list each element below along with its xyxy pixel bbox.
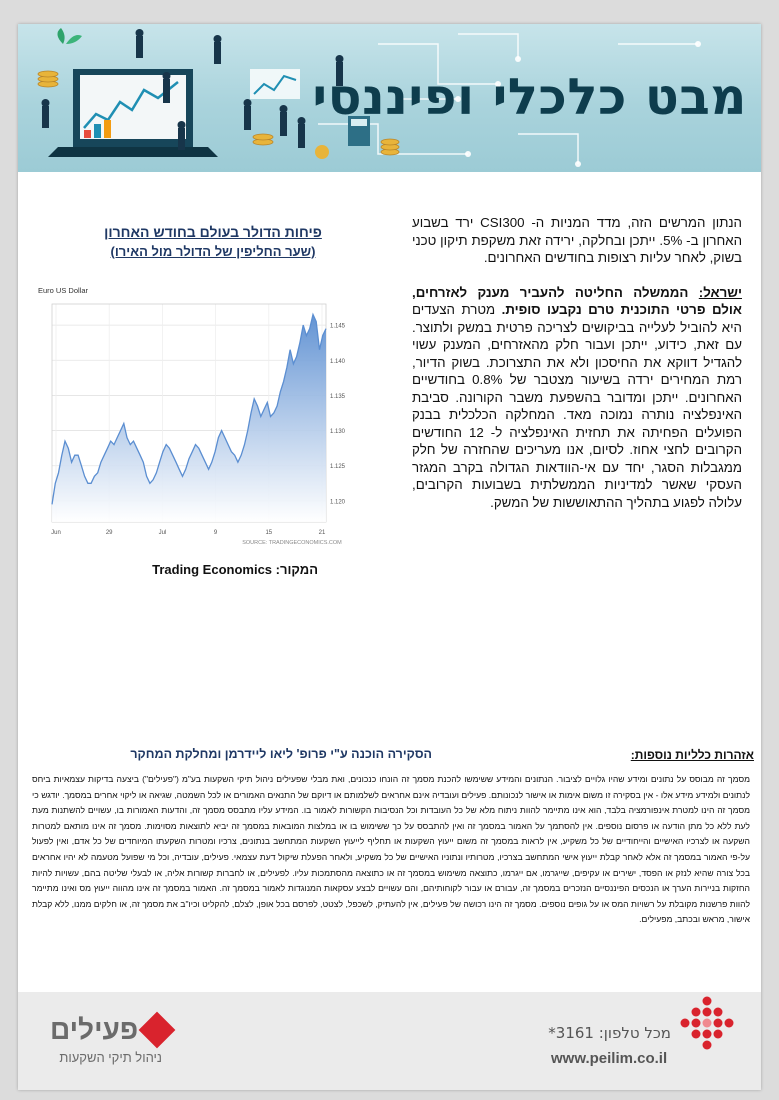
chart-section-subtitle: (שער החליפין של הדולר מול האירו) — [110, 244, 316, 259]
disclaimer-body: מסמך זה מבוסס על נתונים ומידע שהיו גלויים לציבור. הנתונים והמידע ששימשו להכנת מסמך זה הונחו כנכונים, ואת מבלי שפעילים ניהול תיקי השקעות בע"מ ("פעילים") ביצעה בדיקות עצמאיות ביחס לנתונים ולמידע מידע אלו - אין בסקירה זו משום אימות או אישור לנכונותם. פעילים ועובדיה אינם אחראים לשלמותם או דיוקם של התנאים האמורים או לכל השמטה, שגיאה או ליקוי אחרים במסמך. יודגש כי מסמך זה הינו למטרת אינפורמציה בלבד, הוא אינו מתיימר להוות ניתוח מלא של כל העובדות וכל הנסיבות הקשורות לאמור בו. המידע עליו מתבסס מסמך זה, והדעות האמורות בו, עשויים להשתנות מעת לעת ללא כל מתן הודעה או פרסום נוספים. אין להסתמך על האמור במסמך זה ואין להתבסס על כך ששימוש בו או במלצות המובאות במסמך זה יביא לתוצאות מסוימות. מסמך זה אינו מותאם למטרות השקעה או לצרכיו האישיים והייחודיים של כל משקיע, אין לראות במסמך זה משום ייעוץ השקעות או תחליף לייעוץ השקעות המתחשב בנתונים, צרכיו ומטרות השקעתו המיוחדים של כל אדם, ואין לפעול על-פי האמור במסמך זה אלא לאחר קבלת ייעוץ אישי המתחשב בצרכיו, מטרותיו ונתוניו האישיים של כל משקיע, ולאחר הפעלת שיקול דעת עצמאי. פעילים, עובדיה, וכל מי שפועל מטעמה לא יהיו אחראים בכל צורה שהיא לנזק או הפסד, ישירים או עקיפים, שייגרמו, אם ייגרמו, כתוצאה משימוש במסמך זה או כתוצאה מהסתמכות עליו. לפעילים, או לחברות קשורות אליה, או לבעלי שליטה בהם, עשויות להיות החזקות בניירות הערך או הנכסים הפיננסיים הנזכרים במסמך זה, עבורם או עבור לקוחותיהם, והם עשויים לבצע עסקאות המנוגדות לאמור במסמך זה. האמור במסמך זה אינו מהווה ייעוץ מס ואינו מתיימר להוות פרשנות מקובלת על רשויות המס או על גופים נוספים. מסמך זה הינו רכושה של פעילים, אין להעתיק, לשכפל, לצטט, לפרסם בכל אופן, לצלם, להקליט וכיו"ב את מסמך זה, או חלקים ממנו, ללא קבלת אישור, מראש ובכתב, מפעילים. — [32, 774, 750, 925]
chart-title: Euro US Dollar — [38, 286, 89, 295]
x-tick-label: 21 — [318, 530, 326, 536]
y-tick-label: 1.135 — [330, 393, 346, 400]
eurusd-chart — [34, 282, 356, 552]
y-tick-label: 1.120 — [330, 499, 346, 506]
article-paragraph-2 — [412, 284, 742, 512]
y-tick-label: 1.125 — [330, 464, 346, 471]
document-page — [18, 24, 761, 1090]
x-tick-label: 9 — [213, 530, 218, 536]
chart-section-title: פיחות הדולר בעולם בחודש האחרון — [104, 224, 322, 240]
chart-x-ticks — [51, 530, 326, 536]
page-title: מבט כלכלי ופיננסי — [312, 68, 747, 126]
chart-source-note: SOURCE: TRADINGECONOMICS.COM — [242, 540, 342, 546]
chart-canvas — [34, 282, 356, 552]
article-headline: הממשלה החליטה להעביר מענק לאזרחים, אולם פרטי התוכנית טרם נקבעו סופית. — [412, 284, 742, 317]
peilim-logo-icon — [139, 1012, 176, 1049]
disclaimer-author: הסקירה הוכנה ע"י פרופ' ליאו ליידרמן ומחלקת המחקר — [130, 747, 432, 761]
article-text — [412, 214, 742, 528]
y-tick-label: 1.145 — [330, 323, 346, 330]
footer — [18, 992, 761, 1090]
chart-source — [118, 562, 318, 577]
x-tick-label: Jun — [51, 530, 61, 536]
chart-area-fill — [52, 315, 326, 523]
x-tick-label: 15 — [265, 530, 273, 536]
footer-logo-name: פעילים — [50, 1014, 139, 1045]
source-value: Trading Economics — [152, 562, 273, 577]
footer-website-link[interactable]: www.peilim.co.il — [551, 1050, 668, 1067]
chart-y-ticks — [330, 324, 346, 506]
x-tick-label: 29 — [105, 530, 113, 536]
article-body: מטרת הצעדים היא להוביל לעלייה בביקושים לצריכה פרטית במשק ולתוצר. עם זאת, כידוע, ייתכן ועבור חלק מהאזרחים, המענק עשוי להגדיל דווקא את החיסכון ולא את התצרוכת. בשוק הדיור, רמת המחירים ירדה בשיעור מצטבר של 0.8% בחודשיים האחרונים. ייתכן ומדובר בהשפעת משבר הקורונה. סביבת האינפלציה נותרה נמוכה מאד. המחלקה הכלכלית בבנק הפועלים הפחיתה את תחזית האינפלציה ל- 12 החודשים הקרובים לחצי אחוז. לסיום, אנו מעריכים שהחזרה של חלק ממגבלות הסגר, יחד עם אי-הוודאות הגדולה בקרב המגזר העסקי שאשר למדיניות הממשלתית בשבועות הקרובים, עלולה לפגוע בתהליך ההתאוששות של המשק. — [412, 302, 742, 510]
y-tick-label: 1.140 — [330, 358, 346, 365]
x-tick-label: Jul — [158, 530, 167, 536]
disclaimer-heading: אזהרות כלליות נוספות: — [630, 748, 754, 762]
footer-logo-subtitle: ניהול תיקי השקעות — [59, 1050, 162, 1065]
y-tick-label: 1.130 — [330, 429, 346, 436]
footer-phone: מכל טלפון: 3161* — [548, 1024, 671, 1042]
dots-logo-icon — [672, 994, 742, 1064]
source-label: המקור: — [275, 562, 318, 577]
article-paragraph-1: הנתון המרשים הזה, מדד המניות ה- CSI300 ירד בשבוע האחרון ב- 5%. ייתכן ובחלקה, ירידה זאת משקפת תיקון טכני בשוק, לאחר עליות רצופות בחודשים האחרונים. — [412, 215, 742, 265]
header-banner — [18, 24, 761, 172]
article-lead: ישראל: — [698, 284, 742, 300]
